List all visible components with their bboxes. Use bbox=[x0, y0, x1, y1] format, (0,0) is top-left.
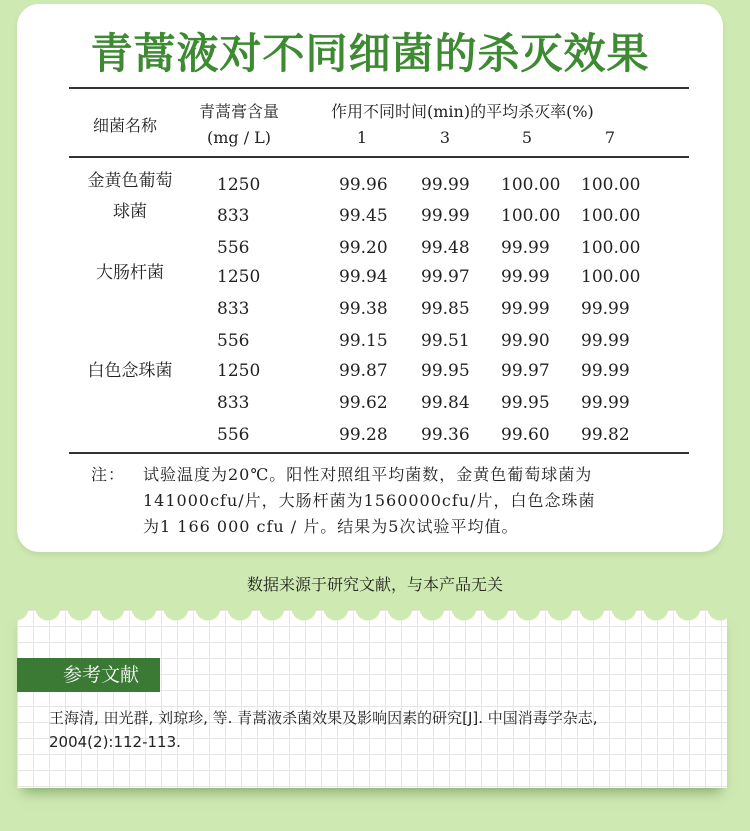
kill-rate-cell: 99.99 bbox=[421, 175, 470, 195]
header-concentration: 青蒿膏含量 bbox=[198, 102, 279, 121]
kill-rate-cell: 99.97 bbox=[421, 267, 470, 287]
kill-rate-cell: 99.36 bbox=[421, 425, 470, 445]
note-line: 141000cfu/片，大肠杆菌为1560000cfu/片，白色念珠菌 bbox=[143, 491, 596, 510]
kill-rate-cell: 99.99 bbox=[581, 331, 630, 351]
kill-rate-cell: 99.99 bbox=[501, 267, 550, 287]
table-header-rule bbox=[69, 156, 689, 158]
kill-rate-cell: 99.99 bbox=[421, 206, 470, 226]
kill-rate-cell: 99.90 bbox=[501, 331, 550, 351]
kill-rate-cell: 100.00 bbox=[581, 267, 641, 287]
header-concentration-unit: (mg / L) bbox=[206, 128, 272, 147]
kill-rate-cell: 99.99 bbox=[581, 361, 630, 381]
kill-rate-cell: 99.99 bbox=[501, 238, 550, 258]
kill-rate-cell: 100.00 bbox=[581, 175, 641, 195]
kill-rate-cell: 100.00 bbox=[501, 175, 561, 195]
reference-entry bbox=[49, 706, 709, 754]
concentration-cell: 1250 bbox=[217, 175, 261, 195]
kill-rate-cell: 99.45 bbox=[339, 206, 388, 226]
kill-rate-cell: 99.99 bbox=[501, 299, 550, 319]
kill-rate-cell: 99.99 bbox=[581, 299, 630, 319]
references-heading: 参考文献 bbox=[17, 658, 160, 692]
note-label: 注： bbox=[91, 465, 126, 484]
kill-rate-cell: 99.82 bbox=[581, 425, 630, 445]
kill-rate-cell: 99.60 bbox=[501, 425, 550, 445]
kill-rate-cell: 99.95 bbox=[421, 361, 470, 381]
reference-line: 王海清, 田光群, 刘琼珍, 等. 青蒿液杀菌效果及影响因素的研究[J]. 中国消毒学杂志, bbox=[49, 709, 598, 727]
kill-rate-cell: 99.99 bbox=[581, 393, 630, 413]
kill-rate-cell: 100.00 bbox=[581, 206, 641, 226]
table-note bbox=[91, 462, 691, 540]
kill-rate-cell: 99.62 bbox=[339, 393, 388, 413]
reference-line: 2004(2):112-113. bbox=[49, 733, 181, 751]
kill-rate-cell: 99.51 bbox=[421, 331, 470, 351]
header-bacteria: 细菌名称 bbox=[93, 116, 158, 135]
bacteria-name: 金黄色葡萄 bbox=[87, 171, 173, 191]
concentration-cell: 556 bbox=[217, 425, 250, 445]
results-card bbox=[17, 4, 723, 552]
scallop-edge bbox=[0, 608, 750, 632]
table-top-rule bbox=[69, 87, 689, 89]
kill-rate-cell: 100.00 bbox=[501, 206, 561, 226]
kill-rate-cell: 99.38 bbox=[339, 299, 388, 319]
concentration-cell: 833 bbox=[217, 206, 250, 226]
source-disclaimer: 数据来源于研究文献，与本产品无关 bbox=[246, 575, 503, 594]
kill-rate-cell: 99.20 bbox=[339, 238, 388, 258]
concentration-cell: 833 bbox=[217, 393, 250, 413]
kill-rate-cell: 99.97 bbox=[501, 361, 550, 381]
kill-rate-cell: 99.96 bbox=[339, 175, 388, 195]
table-bottom-rule bbox=[69, 452, 689, 454]
kill-rate-cell: 99.28 bbox=[339, 425, 388, 445]
kill-rate-cell: 99.87 bbox=[339, 361, 388, 381]
header-time-1: 1 bbox=[356, 128, 368, 147]
bacteria-name: 白色念珠菌 bbox=[87, 361, 173, 381]
bacteria-name: 大肠杆菌 bbox=[96, 263, 164, 283]
concentration-cell: 833 bbox=[217, 299, 250, 319]
concentration-cell: 1250 bbox=[217, 267, 261, 287]
header-time-7: 7 bbox=[604, 128, 616, 147]
kill-rate-cell: 99.15 bbox=[339, 331, 388, 351]
references-panel bbox=[17, 610, 727, 788]
header-time-3: 3 bbox=[439, 128, 451, 147]
concentration-cell: 556 bbox=[217, 238, 250, 258]
note-line: 为1 166 000 cfu / 片。结果为5次试验平均值。 bbox=[143, 517, 519, 536]
page-title: 青蒿液对不同细菌的杀灭效果 bbox=[90, 29, 650, 78]
kill-rate-cell: 99.94 bbox=[339, 267, 388, 287]
header-kill-rate: 作用不同时间(min)的平均杀灭率(%) bbox=[331, 102, 594, 121]
note-line: 试验温度为20℃。阳性对照组平均菌数，金黄色葡萄球菌为 bbox=[143, 465, 593, 484]
kill-rate-cell: 100.00 bbox=[581, 238, 641, 258]
kill-rate-cell: 99.85 bbox=[421, 299, 470, 319]
kill-rate-cell: 99.95 bbox=[501, 393, 550, 413]
bacteria-name: 球菌 bbox=[113, 202, 147, 222]
concentration-cell: 1250 bbox=[217, 361, 261, 381]
header-time-5: 5 bbox=[521, 128, 533, 147]
kill-rate-cell: 99.48 bbox=[421, 238, 470, 258]
kill-rate-cell: 99.84 bbox=[421, 393, 470, 413]
concentration-cell: 556 bbox=[217, 331, 250, 351]
